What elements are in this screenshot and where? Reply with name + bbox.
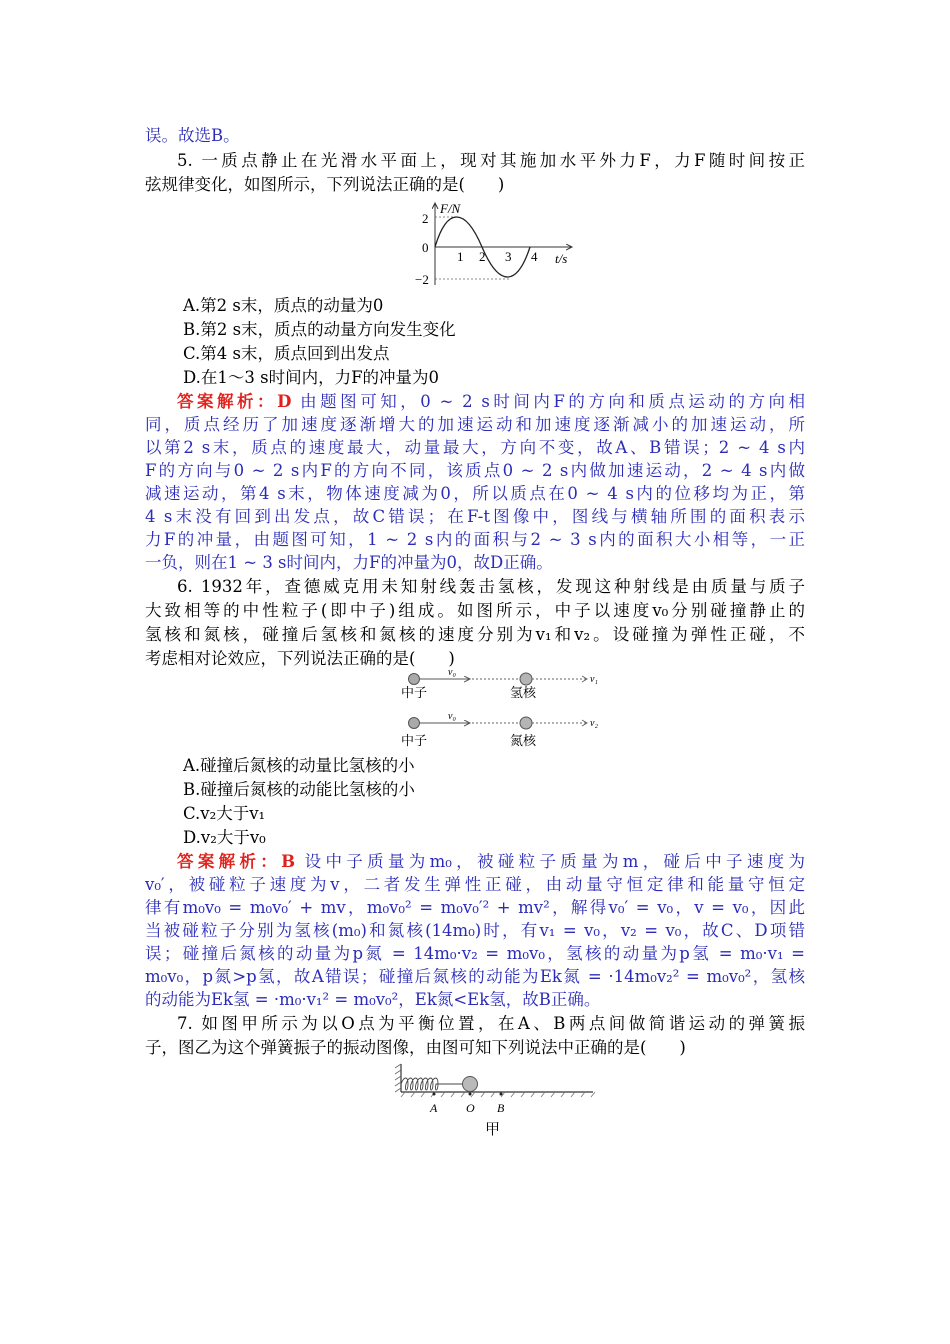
q6-answer-letter: B [281,852,296,871]
v2-label: v₂ [590,718,598,729]
neutron-ball-1 [409,674,420,685]
q5-answer-label: 答案解析： [177,392,278,411]
q6-analysis-line: 当被碰粒子分别为氢核(m₀)和氮核(14m₀)时，有v₁ = v₀，v₂ = v₀，故C、D项错 [145,921,805,940]
x-tick-3: 3 [505,249,512,264]
q5-analysis-line: 同，质点经历了加速度逐渐增大的加速运动和加速度逐渐减小的加速运动，所 [145,415,805,434]
nitrogen-label: 氮核 [510,733,537,748]
q6-answer-label: 答案解析： [177,852,282,871]
y-tick-neg2: −2 [415,272,429,287]
q5-analysis-line: 一负，则在1 ~ 3 s时间内，力F的冲量为0，故D正确。 [145,553,553,572]
y-tick-0: 0 [422,240,429,255]
q6-option-d: D.v₂大于v₀ [183,828,266,847]
q6-collision-figure [390,665,605,753]
q6-analysis-line: m₀v₀，p氮>p氢，故A错误；碰撞后氮核的动能为Ek氮 = ·14m₀v₂² = m₀v₀²，氢核 [145,967,805,986]
neutron-label-1: 中子 [401,685,428,700]
v1-label: v₁ [590,674,598,685]
q5-analysis-first: 由题图可知，0 ~ 2 s时间内F的方向和质点运动的方向相 [300,392,805,411]
q6-answer-line [177,851,805,873]
q6-analysis-line: 律有m₀v₀ = m₀v₀′ + mv，m₀v₀² = m₀v₀′² + mv²，解得v₀′ = v₀，v = v₀，因此 [145,898,805,917]
neutron-label-2: 中子 [401,733,428,748]
x-tick-2: 2 [479,249,486,264]
neutron-ball-2 [409,718,420,729]
point-b-label: B [497,1101,505,1115]
v0-label-1: v₀ [448,667,456,678]
q7-stem-line-1: 7. 如图甲所示为以O点为平衡位置，在A、B两点间做简谐运动的弹簧振 [177,1014,805,1033]
q5-answer-line [177,391,805,413]
x-tick-1: 1 [457,249,464,264]
q5-analysis-line: 4 s末没有回到出发点，故C错误；在F-t图像中，图线与横轴所围的面积表示 [145,507,805,526]
q6-option-c: C.v₂大于v₁ [183,804,266,823]
figure-caption: 甲 [485,1122,501,1138]
hydrogen-label: 氢核 [510,685,537,700]
q6-analysis-first: 设中子质量为m₀，被碰粒子质量为m，碰后中子速度为 [304,852,805,871]
q5-analysis-line: 减速运动，第4 s末，物体速度减为0，所以质点在0 ~ 4 s内的位移均为正，第 [145,484,805,503]
q5-option-d: D.在1～3 s时间内，力F的冲量为0 [183,368,440,387]
q5-stem-line-1: 5. 一质点静止在光滑水平面上，现对其施加水平外力F，力F随时间按正 [177,151,805,170]
q5-answer-letter: D [277,392,292,411]
q5-analysis-line: F的方向与0 ~ 2 s内F的方向不同，该质点0 ~ 2 s内做加速运动，2 ~ 4 s内做 [145,461,805,480]
q5-analysis-line: 力F的冲量，由题图可知，1 ~ 2 s内的面积与2 ~ 3 s内的面积大小相等，一正 [145,530,805,549]
y-tick-2: 2 [422,211,429,226]
q5-option-b: B.第2 s末，质点的动量方向发生变化 [183,320,456,339]
q6-stem-line-1: 6. 1932年，查德威克用未知射线轰击氢核，发现这种射线是由质量与质子 [177,577,805,596]
v0-label-2: v₀ [448,711,456,722]
x-tick-4: 4 [531,249,538,264]
q6-stem-line-3: 氢核和氮核，碰撞后氢核和氮核的速度分别为v₁和v₂。设碰撞为弹性正碰，不 [145,625,805,644]
q6-option-a: A.碰撞后氮核的动量比氢核的小 [183,756,415,775]
previous-answer-tail: 误。故选B。 [145,126,240,145]
q6-option-b: B.碰撞后氮核的动能比氢核的小 [183,780,415,799]
spring [401,1078,463,1090]
q5-analysis-line: 以第2 s末，质点的速度最大，动量最大，方向不变，故A、B错误；2 ~ 4 s内 [145,438,805,457]
q5-option-a: A.第2 s末，质点的动量为0 [183,296,384,315]
nitrogen-ball [520,717,532,729]
point-o-label: O [466,1101,475,1115]
hydrogen-ball [520,673,532,685]
q5-stem-line-2: 弦规律变化，如图所示，下列说法正确的是( ) [145,175,505,194]
q7-spring-oscillator-figure [393,1060,603,1140]
q6-stem-line-2: 大致相等的中性粒子(即中子)组成。如图所示，中子以速度v₀分别碰撞静止的 [145,601,805,620]
q5-force-time-graph [400,197,580,289]
point-a-label: A [430,1101,438,1115]
q7-stem-line-2: 子，图乙为这个弹簧振子的振动图像，由图可知下列说法中正确的是( ) [145,1038,686,1057]
oscillator-ball [463,1077,478,1092]
y-axis-label: F/N [440,201,461,216]
q6-analysis-line: 误；碰撞后氮核的动量为p氮 = 14m₀·v₂ = m₀v₀，氢核的动量为p氢 = m₀·v₁ = [145,944,805,963]
q6-stem-line-4: 考虑相对论效应，下列说法正确的是( ) [145,649,455,668]
q5-option-c: C.第4 s末，质点回到出发点 [183,344,390,363]
q6-analysis-line: v₀′，被碰粒子速度为v，二者发生弹性正碰，由动量守恒定律和能量守恒定 [145,875,805,894]
q6-analysis-line: 的动能为Ek氢 = ·m₀·v₁² = m₀v₀²，Ek氮<Ek氢，故B正确。 [145,990,601,1009]
x-axis-label: t/s [555,251,568,266]
